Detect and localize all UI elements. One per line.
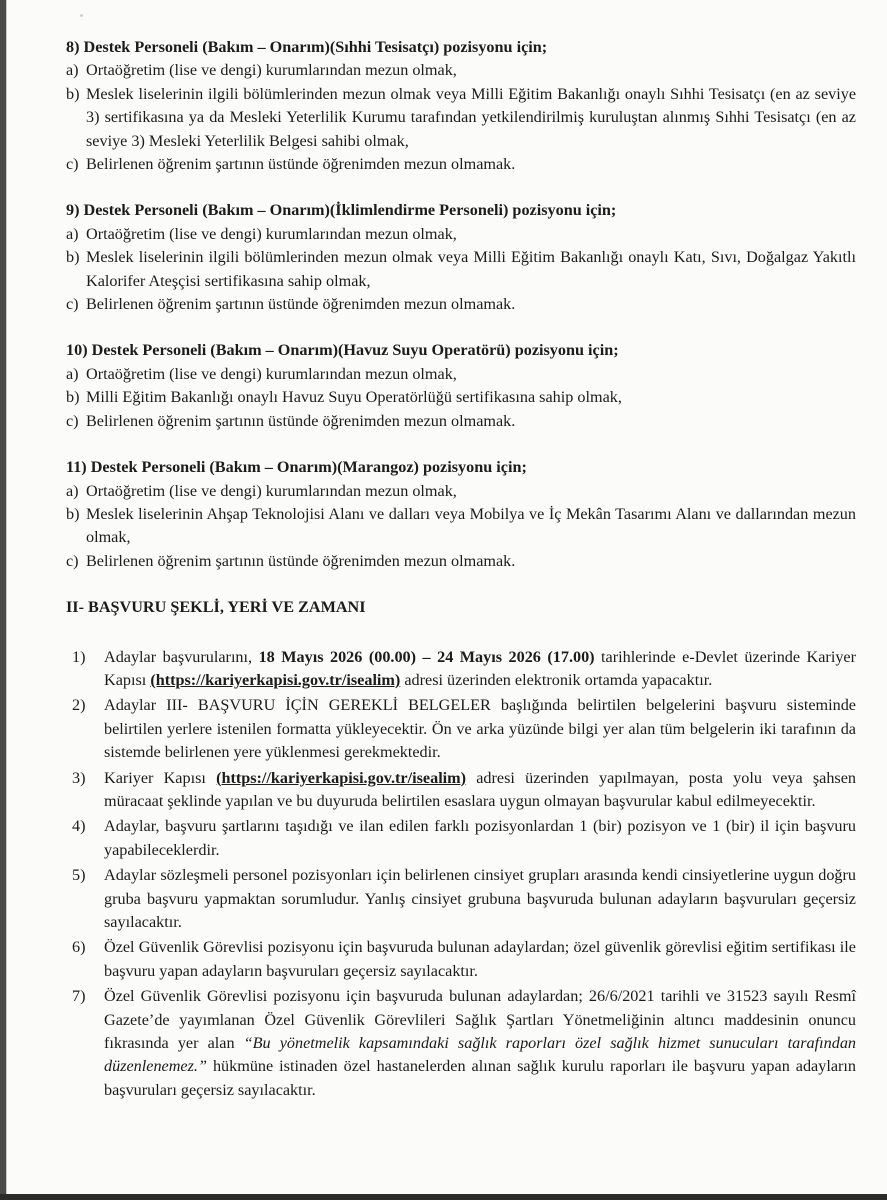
item-label: a): [66, 224, 79, 243]
kariyer-kapisi-link[interactable]: (https://kariyerkapisi.gov.tr/isealim): [150, 670, 401, 689]
section-title: 8) Destek Personeli (Bakım – Onarım)(Sıhhi Tesisatçı) pozisyonu için;: [66, 38, 548, 56]
item-label: c): [66, 155, 79, 174]
item-text: Özel Güvenlik Görevlisi pozisyonu için başvuruda bulunan adaylardan; özel güvenlik görevlisi eğitim sertifikası ile başvuru yapan adayların başvuruları geçersiz sayılacaktır.: [104, 938, 856, 980]
item-number: 2): [72, 696, 86, 715]
item-label: c): [66, 411, 79, 430]
list-item: [66, 293, 856, 316]
numbered-item-1: [72, 646, 856, 693]
list-item: [66, 246, 856, 293]
text-run: tarihlerinde e-Devlet üzerinde Kariyer Kapısı: [104, 647, 856, 689]
item-text: Adaylar sözleşmeli personel pozisyonları için belirlenen cinsiyet grupları arasında kendi cinsiyetlerine uygun doğru gruba başvuru yapmaktan sorumludur. Yanlış cinsiyet grubuna başvuruda bulunan adayların başvuruları geçersiz sayılacaktır.: [104, 866, 856, 931]
item-text: Ortaöğretim (lise ve dengi) kurumlarından mezun olmak,: [86, 364, 457, 383]
text-run: Kariyer Kapısı: [104, 768, 217, 787]
list-item: [66, 223, 856, 246]
item-number: 1): [72, 647, 86, 666]
text-run: adresi üzerinden elektronik ortamda yapacaktır.: [400, 670, 713, 689]
item-text: [104, 646, 856, 693]
numbered-item-6: [72, 936, 856, 983]
scan-speck: [80, 14, 83, 17]
section-title: 10) Destek Personeli (Bakım – Onarım)(Havuz Suyu Operatörü) pozisyonu için;: [66, 341, 619, 360]
section-8: [66, 36, 856, 176]
item-text: [104, 985, 856, 1102]
document-content: [66, 36, 856, 1104]
item-label: b): [66, 248, 80, 267]
item-number: 7): [72, 987, 86, 1006]
item-label: a): [66, 481, 79, 500]
item-text: Meslek liselerinin ilgili bölümlerinden mezun olmak veya Milli Eğitim Bakanlığı onaylı Sıhhi Tesisatçı (en az seviye 3) sertifikasına ya da Mesleki Yeterlilik Kurumu tarafından yetkilendirilmiş kuruluştan alınmış Sıhhi Tesisatçı (en az seviye 3) Mesleki Yeterlilik Belgesi sahibi olmak,: [86, 84, 856, 150]
list-item: [66, 363, 856, 386]
item-text: Meslek liselerinin ilgili bölümlerinden mezun olmak veya Milli Eğitim Bakanlığı onaylı Katı, Sıvı, Doğalgaz Yakıtlı Kalorifer Ateşçisi sertifikasına sahip olmak,: [86, 248, 856, 290]
item-label: b): [66, 84, 80, 103]
item-text: Ortaöğretim (lise ve dengi) kurumlarından mezun olmak,: [86, 61, 457, 80]
list-item: [66, 386, 856, 409]
item-text: Ortaöğretim (lise ve dengi) kurumlarından mezun olmak,: [86, 224, 457, 243]
item-label: c): [66, 295, 79, 314]
date-range: 18 Mayıs 2026 (00.00) – 24 Mayıs 2026 (17.00): [258, 647, 595, 666]
numbered-item-7: [72, 985, 856, 1102]
list-item: [66, 83, 856, 153]
section-10: [66, 339, 856, 433]
section-11: [66, 456, 856, 573]
numbered-item-4: [72, 815, 856, 862]
list-item: [66, 59, 856, 82]
item-text: Belirlenen öğrenim şartının üstünde öğrenimden mezun olmamak.: [86, 411, 516, 430]
list-item: [66, 153, 856, 176]
section-heading: II- BAŞVURU ŞEKLİ, YERİ VE ZAMANI: [66, 598, 366, 617]
item-text: Meslek liselerinin Ahşap Teknolojisi Alanı ve dalları veya Mobilya ve İç Mekân Tasarımı Alanı ve dallarından mezun olmak,: [86, 504, 856, 547]
list-item: [66, 410, 856, 433]
quoted-regulation: “Bu yönetmelik kapsamındaki sağlık raporları özel sağlık hizmet sunucuları tarafından düzenlenemez.”: [104, 1034, 857, 1076]
item-text: Belirlenen öğrenim şartının üstünde öğrenimden mezun olmamak.: [86, 155, 516, 174]
item-text: Ortaöğretim (lise ve dengi) kurumlarından mezun olmak,: [86, 481, 457, 500]
item-number: 6): [72, 938, 86, 957]
list-item: [66, 503, 856, 550]
item-label: c): [66, 551, 79, 570]
numbered-item-2: [72, 694, 856, 764]
text-run: hükmüne istinaden özel hastanelerden alınan sağlık kurulu raporları ile başvuru yapan adayların başvuruları geçersiz sayılacaktır.: [104, 1057, 856, 1099]
item-label: a): [66, 61, 79, 80]
numbered-item-3: [72, 767, 856, 814]
scan-bottom-edge: [0, 1194, 887, 1200]
item-label: b): [66, 388, 80, 407]
section-9: [66, 199, 856, 316]
item-text: Belirlenen öğrenim şartının üstünde öğrenimden mezun olmamak.: [86, 295, 516, 314]
item-number: 4): [72, 817, 86, 836]
item-text: Adaylar, başvuru şartlarını taşıdığı ve ilan edilen farklı pozisyonlardan 1 (bir) pozisyon ve 1 (bir) il için başvuru yapabileceklerdir.: [104, 817, 856, 859]
numbered-item-5: [72, 864, 856, 934]
item-number: 5): [72, 866, 86, 885]
list-item: [66, 550, 856, 573]
kariyer-kapisi-link[interactable]: (https://kariyerkapisi.gov.tr/isealim): [216, 768, 467, 787]
item-text: Milli Eğitim Bakanlığı onaylı Havuz Suyu Operatörlüğü sertifikasına sahip olmak,: [86, 388, 622, 407]
list-item: [66, 480, 856, 503]
item-label: a): [66, 364, 79, 383]
item-label: b): [66, 504, 80, 523]
text-run: Özel Güvenlik Görevlisi pozisyonu için başvuruda bulunan adaylardan; 26/6/2021 tarihli ve 31523 sayılı Resmî Gazete’de yayımlanan Özel Güvenlik Görevlileri Sağlık Şartları Yönetmeliğinin altıncı maddesinin onuncu fıkrasında yer alan: [104, 987, 856, 1053]
section-title: 11) Destek Personeli (Bakım – Onarım)(Marangoz) pozisyonu için;: [66, 458, 527, 477]
item-text: Belirlenen öğrenim şartının üstünde öğrenimden mezun olmamak.: [86, 551, 516, 570]
text-run: adresi üzerinden yapılmayan, posta yolu veya şahsen müracaat şeklinde yapılan ve bu duyuruda belirtilen esaslara uygun olmayan başvurular kabul edilmeyecektir.: [104, 768, 856, 810]
section-title: 9) Destek Personeli (Bakım – Onarım)(İklimlendirme Personeli) pozisyonu için;: [66, 201, 617, 220]
text-run: Adaylar başvurularını,: [104, 647, 259, 666]
item-number: 3): [72, 768, 86, 787]
item-text: [104, 767, 856, 814]
item-text: Adaylar III- BAŞVURU İÇİN GEREKLİ BELGELER başlığında belirtilen belgelerini başvuru sisteminde belirtilen yerlere istenilen formatta yükleyecektir. Ön ve arka yüzünde bilgi yer alan tüm belgelerin iki tarafının da sistemde belirlenen yere yüklenmesi gerekmektedir.: [104, 696, 856, 762]
